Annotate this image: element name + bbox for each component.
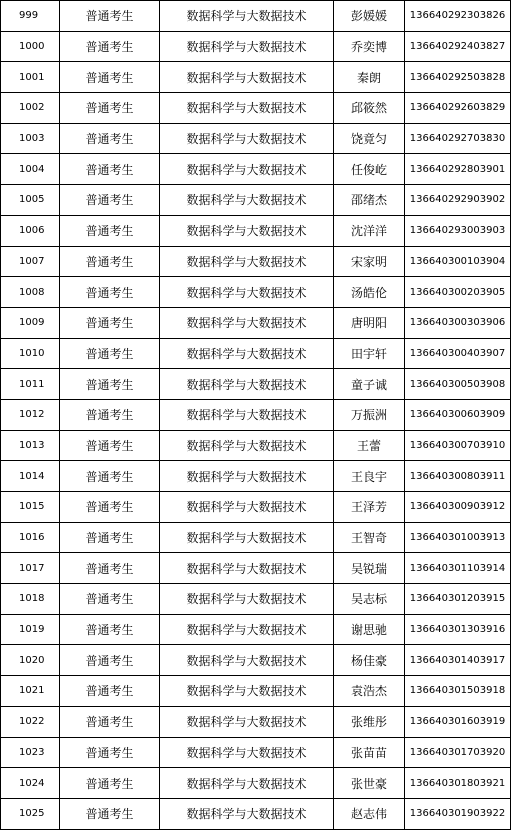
major-cell: 数据科学与大数据技术 xyxy=(160,522,334,553)
student-name-cell: 饶竟匀 xyxy=(334,123,405,154)
exam-id-cell: 136640300203905 xyxy=(405,277,511,308)
exam-id-cell: 136640300303906 xyxy=(405,307,511,338)
student-name-cell: 童子诚 xyxy=(334,369,405,400)
table-row xyxy=(1,31,511,62)
row-number-cell: 1005 xyxy=(1,185,60,216)
student-name-cell: 张世豪 xyxy=(334,768,405,799)
candidate-type-cell: 普通考生 xyxy=(60,154,160,185)
candidate-type-cell: 普通考生 xyxy=(60,185,160,216)
exam-id-cell: 136640292303826 xyxy=(405,1,511,32)
candidate-type-cell: 普通考生 xyxy=(60,246,160,277)
major-cell: 数据科学与大数据技术 xyxy=(160,553,334,584)
major-cell: 数据科学与大数据技术 xyxy=(160,492,334,523)
student-name-cell: 乔奕博 xyxy=(334,31,405,62)
exam-id-cell: 136640300603909 xyxy=(405,399,511,430)
candidate-type-cell: 普通考生 xyxy=(60,706,160,737)
candidate-type-cell: 普通考生 xyxy=(60,215,160,246)
table-row xyxy=(1,93,511,124)
row-number-cell: 1012 xyxy=(1,399,60,430)
major-cell: 数据科学与大数据技术 xyxy=(160,706,334,737)
table-row xyxy=(1,277,511,308)
major-cell: 数据科学与大数据技术 xyxy=(160,614,334,645)
student-name-cell: 王智奇 xyxy=(334,522,405,553)
table-row xyxy=(1,584,511,615)
table-row xyxy=(1,706,511,737)
table-row xyxy=(1,461,511,492)
table-row xyxy=(1,123,511,154)
candidate-type-cell: 普通考生 xyxy=(60,492,160,523)
exam-id-cell: 136640301903922 xyxy=(405,798,511,829)
row-number-cell: 1008 xyxy=(1,277,60,308)
table-row xyxy=(1,62,511,93)
major-cell: 数据科学与大数据技术 xyxy=(160,215,334,246)
row-number-cell: 1007 xyxy=(1,246,60,277)
row-number-cell: 1000 xyxy=(1,31,60,62)
student-name-cell: 邱筱然 xyxy=(334,93,405,124)
student-name-cell: 沈洋洋 xyxy=(334,215,405,246)
row-number-cell: 1023 xyxy=(1,737,60,768)
row-number-cell: 1020 xyxy=(1,645,60,676)
exam-id-cell: 136640292803901 xyxy=(405,154,511,185)
candidate-type-cell: 普通考生 xyxy=(60,123,160,154)
student-name-cell: 彭媛媛 xyxy=(334,1,405,32)
student-name-cell: 吴志标 xyxy=(334,584,405,615)
table-row xyxy=(1,492,511,523)
table-row xyxy=(1,338,511,369)
major-cell: 数据科学与大数据技术 xyxy=(160,676,334,707)
row-number-cell: 1011 xyxy=(1,369,60,400)
exam-id-cell: 136640300103904 xyxy=(405,246,511,277)
row-number-cell: 1019 xyxy=(1,614,60,645)
major-cell: 数据科学与大数据技术 xyxy=(160,338,334,369)
student-name-cell: 王良宇 xyxy=(334,461,405,492)
table-row xyxy=(1,246,511,277)
row-number-cell: 1006 xyxy=(1,215,60,246)
row-number-cell: 999 xyxy=(1,1,60,32)
major-cell: 数据科学与大数据技术 xyxy=(160,430,334,461)
candidate-type-cell: 普通考生 xyxy=(60,737,160,768)
row-number-cell: 1009 xyxy=(1,307,60,338)
candidate-type-cell: 普通考生 xyxy=(60,338,160,369)
row-number-cell: 1017 xyxy=(1,553,60,584)
candidate-type-cell: 普通考生 xyxy=(60,1,160,32)
major-cell: 数据科学与大数据技术 xyxy=(160,307,334,338)
candidate-type-cell: 普通考生 xyxy=(60,31,160,62)
exam-id-cell: 136640301403917 xyxy=(405,645,511,676)
major-cell: 数据科学与大数据技术 xyxy=(160,277,334,308)
student-name-cell: 王泽芳 xyxy=(334,492,405,523)
major-cell: 数据科学与大数据技术 xyxy=(160,737,334,768)
row-number-cell: 1003 xyxy=(1,123,60,154)
exam-id-cell: 136640301703920 xyxy=(405,737,511,768)
exam-id-cell: 136640301503918 xyxy=(405,676,511,707)
table-row xyxy=(1,614,511,645)
table-body xyxy=(1,1,511,830)
row-number-cell: 1024 xyxy=(1,768,60,799)
row-number-cell: 1018 xyxy=(1,584,60,615)
table-row xyxy=(1,154,511,185)
exam-id-cell: 136640292603829 xyxy=(405,93,511,124)
row-number-cell: 1013 xyxy=(1,430,60,461)
candidate-type-cell: 普通考生 xyxy=(60,399,160,430)
major-cell: 数据科学与大数据技术 xyxy=(160,768,334,799)
exam-id-cell: 136640301603919 xyxy=(405,706,511,737)
candidate-type-cell: 普通考生 xyxy=(60,584,160,615)
candidate-type-cell: 普通考生 xyxy=(60,614,160,645)
candidate-type-cell: 普通考生 xyxy=(60,553,160,584)
major-cell: 数据科学与大数据技术 xyxy=(160,154,334,185)
exam-id-cell: 136640300703910 xyxy=(405,430,511,461)
table-row xyxy=(1,1,511,32)
student-name-cell: 袁浩杰 xyxy=(334,676,405,707)
row-number-cell: 1025 xyxy=(1,798,60,829)
table-row xyxy=(1,399,511,430)
major-cell: 数据科学与大数据技术 xyxy=(160,399,334,430)
row-number-cell: 1021 xyxy=(1,676,60,707)
student-name-cell: 汤皓伦 xyxy=(334,277,405,308)
table-row xyxy=(1,645,511,676)
exam-id-cell: 136640292703830 xyxy=(405,123,511,154)
student-name-cell: 张苗苗 xyxy=(334,737,405,768)
major-cell: 数据科学与大数据技术 xyxy=(160,584,334,615)
exam-id-cell: 136640292903902 xyxy=(405,185,511,216)
student-name-cell: 张维彤 xyxy=(334,706,405,737)
table-row xyxy=(1,185,511,216)
major-cell: 数据科学与大数据技术 xyxy=(160,31,334,62)
student-name-cell: 任俊屹 xyxy=(334,154,405,185)
major-cell: 数据科学与大数据技术 xyxy=(160,798,334,829)
student-name-cell: 邵绪杰 xyxy=(334,185,405,216)
major-cell: 数据科学与大数据技术 xyxy=(160,246,334,277)
table-row xyxy=(1,676,511,707)
candidate-type-cell: 普通考生 xyxy=(60,62,160,93)
candidate-type-cell: 普通考生 xyxy=(60,277,160,308)
candidate-type-cell: 普通考生 xyxy=(60,307,160,338)
exam-id-cell: 136640300503908 xyxy=(405,369,511,400)
student-name-cell: 赵志伟 xyxy=(334,798,405,829)
candidate-type-cell: 普通考生 xyxy=(60,768,160,799)
exam-id-cell: 136640301803921 xyxy=(405,768,511,799)
candidate-type-cell: 普通考生 xyxy=(60,430,160,461)
exam-id-cell: 136640301303916 xyxy=(405,614,511,645)
row-number-cell: 1022 xyxy=(1,706,60,737)
row-number-cell: 1004 xyxy=(1,154,60,185)
exam-id-cell: 136640293003903 xyxy=(405,215,511,246)
table-row xyxy=(1,553,511,584)
candidate-type-cell: 普通考生 xyxy=(60,676,160,707)
exam-id-cell: 136640301003913 xyxy=(405,522,511,553)
major-cell: 数据科学与大数据技术 xyxy=(160,369,334,400)
table-row xyxy=(1,369,511,400)
major-cell: 数据科学与大数据技术 xyxy=(160,62,334,93)
row-number-cell: 1016 xyxy=(1,522,60,553)
exam-id-cell: 136640300803911 xyxy=(405,461,511,492)
exam-id-cell: 136640300403907 xyxy=(405,338,511,369)
candidate-type-cell: 普通考生 xyxy=(60,461,160,492)
student-name-cell: 谢思驰 xyxy=(334,614,405,645)
student-name-cell: 唐明阳 xyxy=(334,307,405,338)
table-row xyxy=(1,307,511,338)
table-row xyxy=(1,215,511,246)
row-number-cell: 1002 xyxy=(1,93,60,124)
row-number-cell: 1001 xyxy=(1,62,60,93)
table-row xyxy=(1,430,511,461)
student-name-cell: 田宇轩 xyxy=(334,338,405,369)
table-row xyxy=(1,798,511,829)
major-cell: 数据科学与大数据技术 xyxy=(160,461,334,492)
exam-id-cell: 136640300903912 xyxy=(405,492,511,523)
row-number-cell: 1010 xyxy=(1,338,60,369)
table-row xyxy=(1,737,511,768)
student-name-cell: 吴锐瑞 xyxy=(334,553,405,584)
exam-id-cell: 136640292403827 xyxy=(405,31,511,62)
major-cell: 数据科学与大数据技术 xyxy=(160,93,334,124)
table-row xyxy=(1,768,511,799)
exam-id-cell: 136640301103914 xyxy=(405,553,511,584)
student-name-cell: 秦朗 xyxy=(334,62,405,93)
major-cell: 数据科学与大数据技术 xyxy=(160,123,334,154)
student-name-cell: 杨佳豪 xyxy=(334,645,405,676)
exam-id-cell: 136640292503828 xyxy=(405,62,511,93)
candidate-type-cell: 普通考生 xyxy=(60,798,160,829)
candidate-type-cell: 普通考生 xyxy=(60,522,160,553)
row-number-cell: 1014 xyxy=(1,461,60,492)
major-cell: 数据科学与大数据技术 xyxy=(160,645,334,676)
table-row xyxy=(1,522,511,553)
row-number-cell: 1015 xyxy=(1,492,60,523)
candidate-type-cell: 普通考生 xyxy=(60,645,160,676)
student-name-cell: 宋家明 xyxy=(334,246,405,277)
major-cell: 数据科学与大数据技术 xyxy=(160,185,334,216)
candidate-type-cell: 普通考生 xyxy=(60,93,160,124)
candidate-type-cell: 普通考生 xyxy=(60,369,160,400)
student-name-cell: 王蕾 xyxy=(334,430,405,461)
major-cell: 数据科学与大数据技术 xyxy=(160,1,334,32)
student-name-cell: 万振洲 xyxy=(334,399,405,430)
exam-id-cell: 136640301203915 xyxy=(405,584,511,615)
